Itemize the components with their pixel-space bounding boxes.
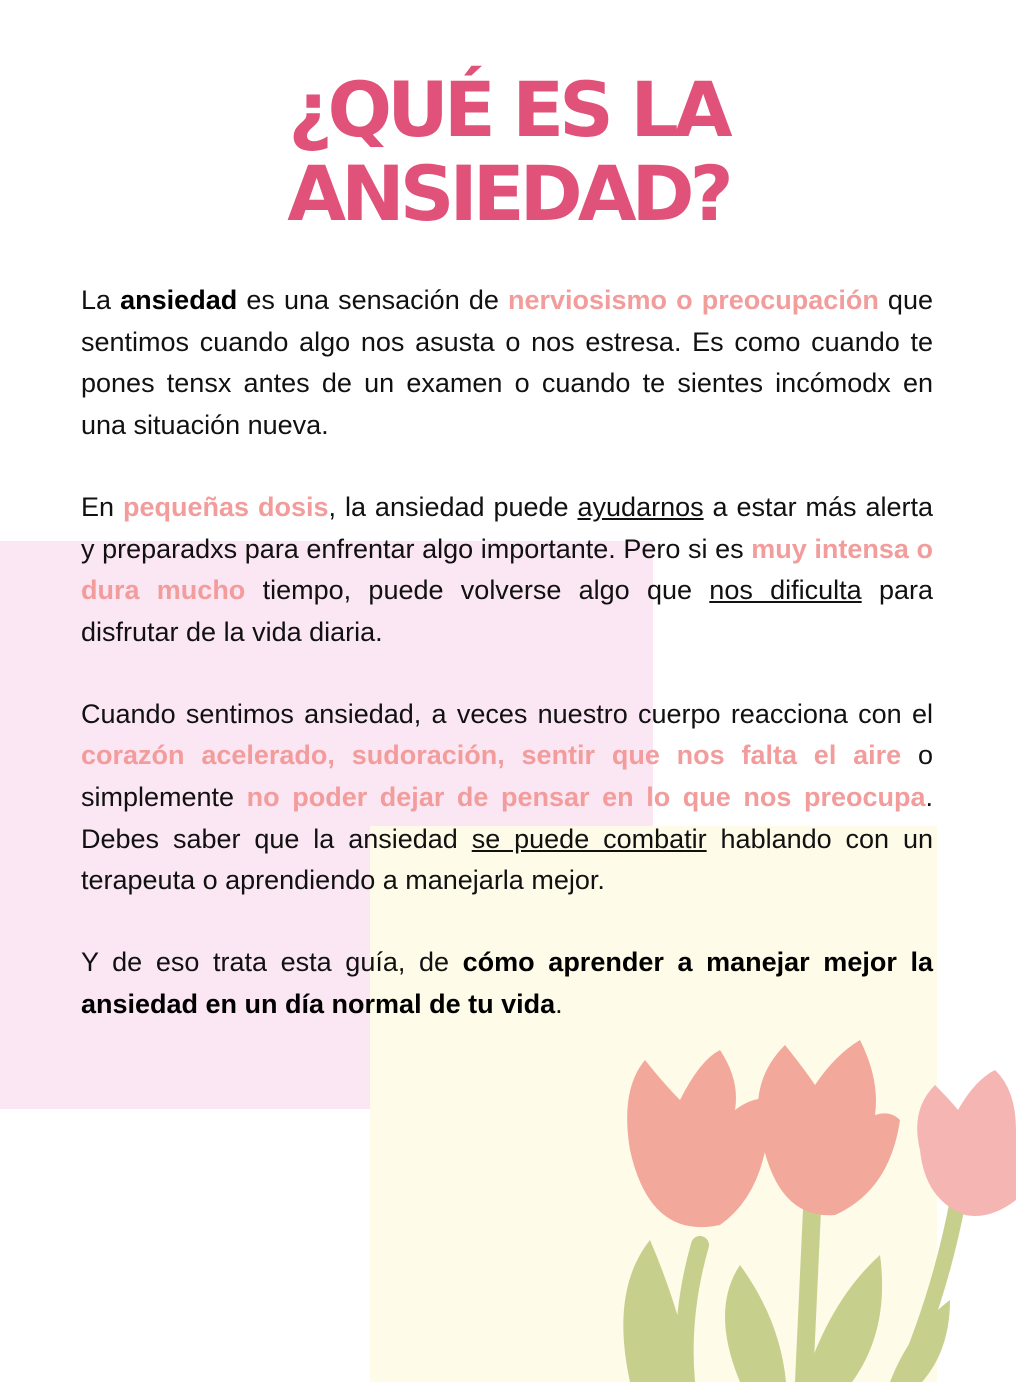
text: tiempo, puede volverse algo que [245,575,710,606]
underlined-text: se puede combatir [471,823,707,854]
text: . [555,988,563,1019]
text: es una sensación de [237,285,508,315]
bold-text: cómo aprender a manejar mejor la ansiedad en un día normal de tu vida [81,947,933,1019]
text: La [81,285,121,315]
text: En [81,491,123,522]
text: que sentimos cuando algo nos asusta o nos estresa. Es como cuando te pones tensx antes de un examen o cuando te sientes incómodx en una situación nueva. [81,285,933,441]
underlined-text: ayudarnos [577,491,704,522]
text: o simplemente [81,740,933,813]
highlight-text: no poder dejar de pensar en lo que nos preocupa [246,782,926,813]
paragraph-guide [81,942,933,1025]
text: . Debes saber que la ansiedad [81,782,933,854]
tulips-illustration [590,1040,1016,1382]
text: Y de eso trata esta guía, de [81,947,463,978]
text: a estar más alerta y preparadxs para enfrentar algo importante. Pero si es [81,491,934,564]
text: para disfrutar de la vida diaria. [81,575,933,647]
paragraph-doses [81,487,933,654]
highlight-text: muy intensa o dura mucho [81,533,934,606]
body-content [81,280,933,1066]
underlined-text: nos dificulta [709,575,862,606]
text: Cuando sentimos ansiedad, a veces nuestro cuerpo reacciona con el [81,698,933,729]
highlight-text: corazón acelerado, sudoración, sentir que nos falta el aire [81,740,902,771]
paragraph-definition [81,280,933,447]
highlight-text: pequeñas dosis [122,491,329,522]
page-title [0,65,1016,238]
text: hablando con un terapeuta o aprendiendo a manejarla mejor. [81,823,933,896]
bold-term: ansiedad [120,285,238,315]
text: , la ansiedad puede [328,491,578,522]
paragraph-symptoms [81,694,933,903]
title-line-1: ¿QUÉ ES LA [288,65,728,154]
title-line-2: ANSIEDAD? [287,149,729,238]
highlight-text: nerviosismo o preocupación [507,285,879,315]
